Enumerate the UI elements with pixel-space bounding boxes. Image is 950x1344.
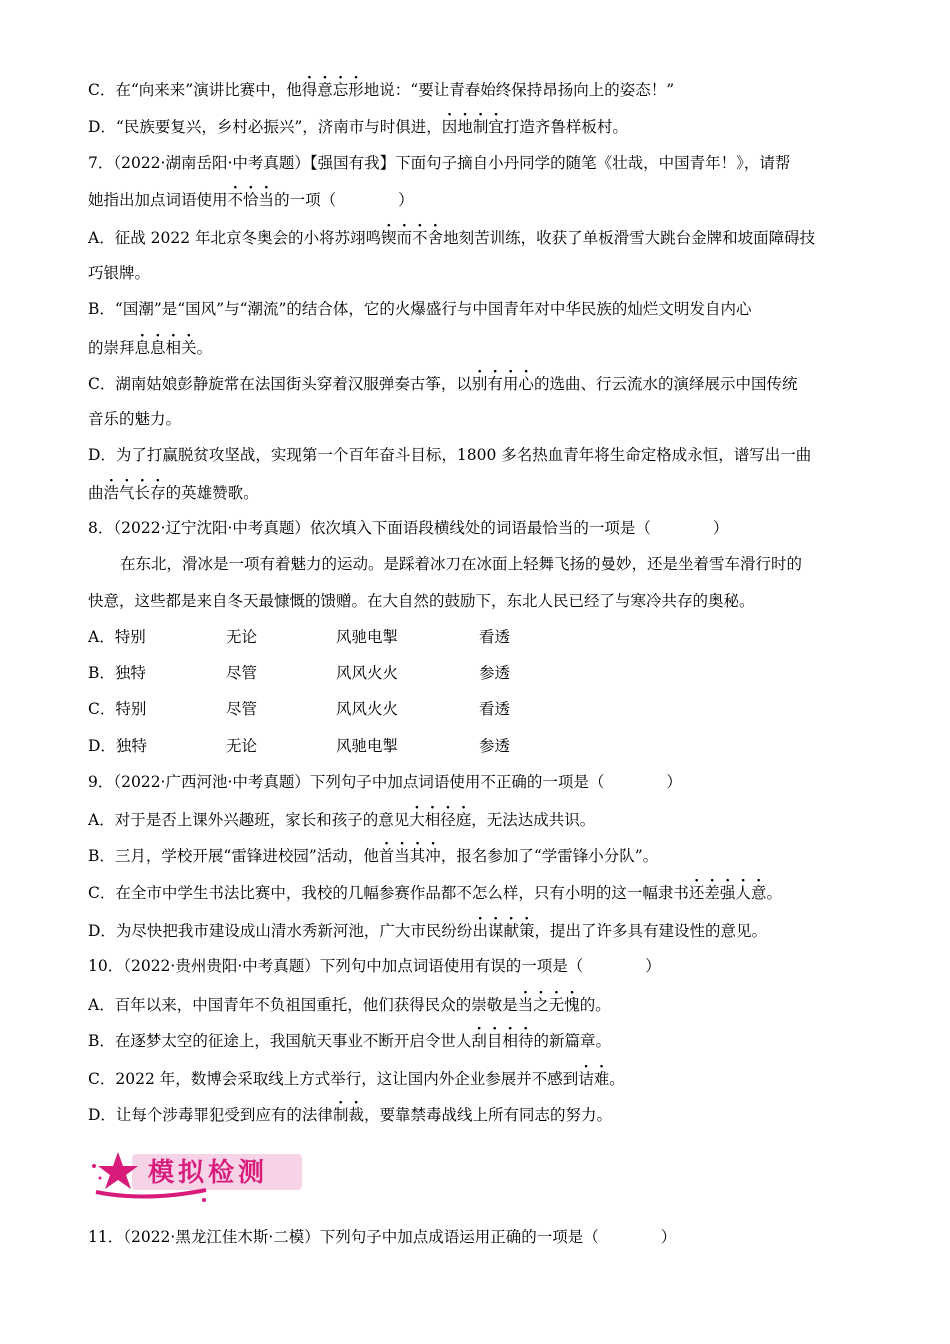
emphasis-char: 得 [301, 81, 318, 99]
q7-option-b: B．“国潮”是“国风”与“潮流”的结合体，它的火爆盛行与中国青年对中华民族的灿烂文明发自内心 [88, 300, 752, 318]
emphasis-char: 愧 [564, 996, 580, 1014]
q10-option-a: A．百年以来，中国青年不负祖国重托，他们获得民众的崇敬是当之无愧的。 [88, 996, 611, 1014]
emphasis-char: 忘 [332, 81, 349, 99]
emphasis-char: 谋 [487, 922, 504, 940]
q6-option-d: D．“民族要复兴，乡村必振兴”，济南市与时俱进，因地制宜打造齐鲁样板村。 [88, 118, 628, 136]
emphasis-char: 恰 [243, 191, 259, 209]
q9-option-a: A．对于是否上课外兴趣班，家长和孩子的意见大相径庭，无法达成共识。 [88, 811, 596, 829]
sparkle-icon [99, 1177, 102, 1180]
q7-stem: 7．（2022·湖南岳阳·中考真题）【强国有我】下面句子摘自小丹同学的随笔《壮哉，中国青年！》，请帮 [88, 154, 791, 172]
q10-option-b: B．在逐梦太空的征途上，我国航天事业不断开启令世人刮目相待的新篇章。 [88, 1032, 611, 1050]
emphasis-char: 人 [735, 884, 751, 902]
emphasis-char: 而 [396, 229, 413, 247]
emphasis-char: 献 [503, 922, 519, 940]
emphasis-char: 相 [424, 811, 441, 829]
q7-option-b-cont: 的崇拜息息相关。 [88, 339, 213, 357]
emphasis-char: 长 [134, 484, 151, 502]
emphasis-char: 气 [119, 484, 135, 502]
emphasis-char: 意 [317, 81, 333, 99]
emphasis-char: 冲 [425, 847, 441, 865]
emphasis-char: 当 [394, 847, 410, 865]
sparkle-icon [202, 1198, 206, 1202]
q8-stem: 8．（2022·辽宁沈阳·中考真题）依次填入下面语段横线处的词语最恰当的一项是（ ） [88, 519, 729, 537]
q7-option-d-cont: 曲浩气长存的英雄赞歌。 [88, 484, 259, 502]
q7-option-a: A．征战 2022 年北京冬奥会的小将苏翊鸣锲而不舍地刻苦训练，收获了单板滑雪大跳台金牌和坡面障碍技 [88, 229, 816, 247]
q10-option-d: D．让每个涉毒罪犯受到应有的法律制裁，要靠禁毒战线上所有同志的努力。 [88, 1106, 612, 1124]
emphasis-char: 息 [134, 339, 151, 357]
q9-option-b: B．三月，学校开展“雷锋进校园”活动，他首当其冲，报名参加了“学雷锋小分队”。 [88, 847, 659, 865]
q7-option-c-cont: 音乐的魅力。 [88, 410, 182, 428]
emphasis-char: 心 [518, 375, 534, 393]
q8-passage: 在东北，滑冰是一项有着魅力的运动。是踩着冰刀在冰面上轻舞飞扬的曼妙，还是坐着雪车滑行时的 [120, 555, 803, 573]
emphasis-char: 裁 [348, 1106, 364, 1124]
emphasis-char: 之 [533, 996, 549, 1014]
q10-option-c: C．2022 年，数博会采取线上方式举行，这让国内外企业参展并不感到诘难。 [88, 1070, 625, 1088]
emphasis-char: 刮 [471, 1032, 487, 1050]
emphasis-char: 相 [165, 339, 182, 357]
q9-option-c: C．在全市中学生书法比赛中，我校的几幅参赛作品都不怎么样，只有小明的这一幅隶书还差强人意。 [88, 884, 782, 902]
emphasis-char: 不 [227, 191, 244, 209]
q8-option-c: C．特别 尽管 风风火火 看透 [88, 700, 511, 718]
emphasis-char: 形 [348, 81, 364, 99]
emphasis-char: 制 [332, 1106, 349, 1124]
emphasis-char: 庭 [455, 811, 472, 829]
banner-title: 模拟检测 [148, 1158, 269, 1188]
emphasis-char: 首 [378, 847, 395, 865]
q8-option-d: D．独特 无论 风驰电掣 参透 [88, 737, 511, 755]
q7-option-d: D．为了打赢脱贫攻坚战，实现第一个百年奋斗目标，1800 多名热血青年将生命定格成永恒，谱写出一曲 [88, 446, 812, 464]
emphasis-char: 有 [487, 375, 503, 393]
sparkle-icon [92, 1164, 96, 1168]
q7-stem-cont: 她指出加点词语使用不恰当的一项（ ） [88, 191, 414, 209]
q9-option-d: D．为尽快把我市建设成山清水秀新河池，广大市民纷纷出谋献策，提出了许多具有建设性的意见。 [88, 922, 768, 940]
q6-option-c: C．在“向来来”演讲比赛中，他得意忘形地说：“要让青春始终保持昂扬向上的姿态！” [88, 81, 675, 99]
emphasis-char: 不 [412, 229, 428, 247]
q8-option-a: A．特别 无论 风驰电掣 看透 [88, 628, 511, 646]
emphasis-char: 策 [518, 922, 535, 940]
emphasis-char: 地 [457, 118, 473, 136]
emphasis-char: 无 [548, 996, 565, 1014]
q7-option-a-cont: 巧银牌。 [88, 264, 151, 282]
emphasis-char: 当 [517, 996, 534, 1014]
emphasis-char: 用 [502, 375, 519, 393]
emphasis-char: 存 [150, 484, 166, 502]
q11-stem: 11．（2022·黑龙江佳木斯·二模）下列句子中加点成语运用正确的一项是（ ） [88, 1228, 677, 1246]
emphasis-char: 出 [472, 922, 488, 940]
emphasis-char: 当 [258, 191, 275, 209]
emphasis-char: 因 [441, 118, 458, 136]
emphasis-char: 相 [502, 1032, 518, 1050]
emphasis-char: 息 [150, 339, 166, 357]
emphasis-char: 制 [472, 118, 489, 136]
emphasis-char: 还 [688, 884, 705, 902]
q7-option-c: C．湖南姑娘彭静旋常在法国街头穿着汉服弹奏古筝，以别有用心的选曲、行云流水的演绎展示中国传统 [88, 375, 798, 393]
q9-stem: 9．（2022·广西河池·中考真题）下列句子中加点词语使用不正确的一项是（ ） [88, 773, 682, 791]
emphasis-char: 意 [750, 884, 767, 902]
section-banner [86, 1148, 306, 1206]
emphasis-char: 大 [409, 811, 425, 829]
emphasis-char: 浩 [103, 484, 120, 502]
emphasis-char: 待 [517, 1032, 534, 1050]
emphasis-char: 强 [719, 884, 736, 902]
emphasis-char: 目 [486, 1032, 503, 1050]
banner-swoosh [96, 1190, 206, 1197]
emphasis-char: 其 [409, 847, 426, 865]
emphasis-char: 关 [181, 339, 197, 357]
emphasis-char: 别 [471, 375, 488, 393]
emphasis-char: 难 [593, 1070, 610, 1088]
emphasis-char: 锲 [381, 229, 397, 247]
q8-passage-cont: 快意，这些都是来自冬天最慷慨的馈赠。在大自然的鼓励下，东北人民已经了与寒冷共存的奥秘。 [88, 592, 755, 610]
emphasis-char: 舍 [427, 229, 444, 247]
emphasis-char: 宜 [488, 118, 504, 136]
emphasis-char: 差 [704, 884, 720, 902]
q8-option-b: B．独特 尽管 风风火火 参透 [88, 664, 511, 682]
emphasis-char: 诘 [578, 1070, 594, 1088]
q10-stem: 10．（2022·贵州贵阳·中考真题）下列句中加点词语使用有误的一项是（ ） [88, 957, 661, 975]
emphasis-char: 径 [440, 811, 456, 829]
